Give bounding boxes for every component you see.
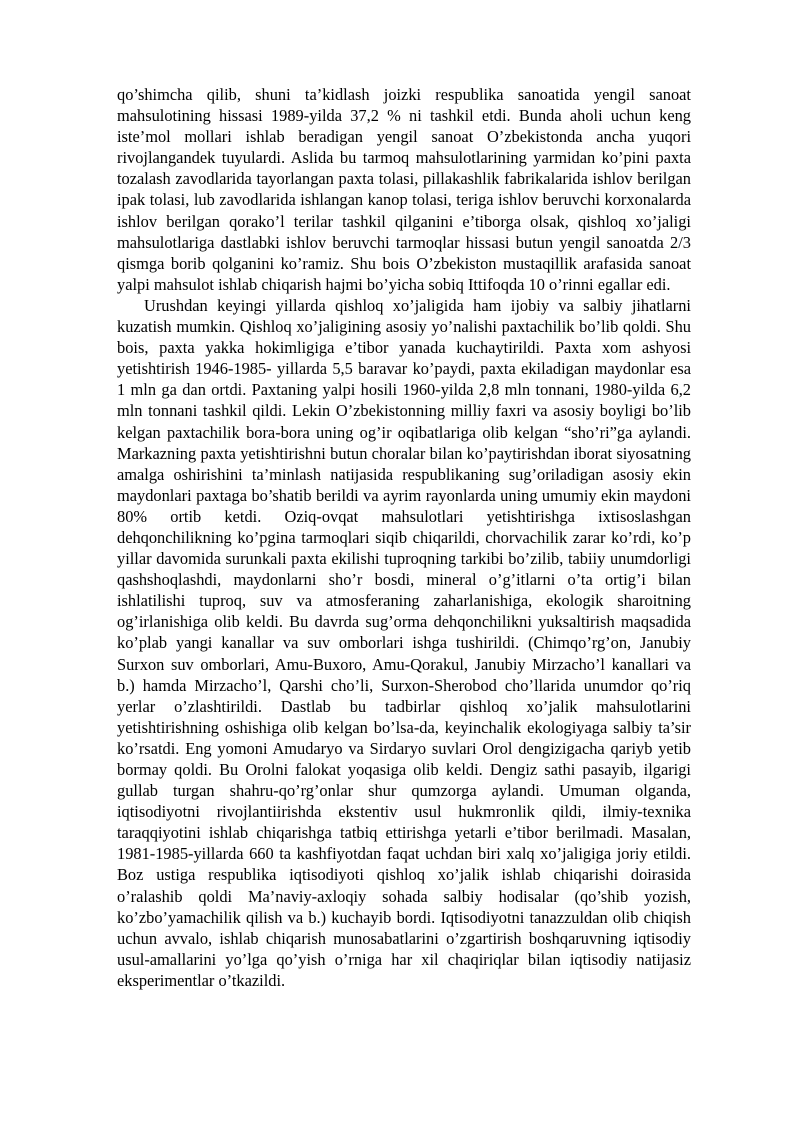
document-page <box>117 84 691 991</box>
paragraph-post-war-agriculture: Urushdan keyingi yillarda qishloq xo’jaligida ham ijobiy va salbiy jihatlarni kuzatish mumkin. Qishloq xo’jaligining asosiy yo’nalishi paxtachilik bo’lib qoldi. Shu bois, paxta yakka hokimligiga e’tibor yanada kuchaytirildi. Paxta xom ashyosi yetishtirish 1946-1985- yillarda 5,5 baravar ko’paydi, paxta ekiladigan maydonlar esa 1 mln ga dan ortdi. Paxtaning yalpi hosili 1960-yilda 2,8 mln tonnani, 1980-yilda 6,2 mln tonnani tashkil qildi. Lekin O’zbekistonning milliy faxri va asosiy boyligi bo’lib kelgan paxtachilik bora-bora uning og’ir oqibatlariga olib kelgan “sho’ri”ga aylandi. Markazning paxta yetishtirishni butun choralar bilan ko’paytirishdan iborat siyosatning amalga oshirishini ta’minlash natijasida respublikaning sug’oriladigan asosiy ekin maydonlari paxtaga bo’shatib berildi va ayrim rayonlarda uning umumiy ekin maydoni 80% ortib ketdi. Oziq-ovqat mahsulotlari yetishtirishga ixtisoslashgan dehqonchilikning ko’pgina tarmoqlari siqib chiqarildi, chorvachilik zarar ko’rdi, ko’p yillar davomida surunkali paxta ekilishi tuproqning tarkibi bo’zilib, tabiiy unumdorligi qashshoqlashdi, maydonlarni sho’r bosdi, mineral o’g’itlarni o’ta ortig’i bilan ishlatilishi tuproq, suv va atmosferaning zaharlanishiga, ekologik sharoitning og’irlanishiga olib keldi. Bu davrda sug’orma dehqonchilikni yuksaltirish maqsadida ko’plab yangi kanallar va suv omborlari ishga tushirildi. (Chimqo’rg’on, Janubiy Surxon suv omborlari, Amu-Buxoro, Amu-Qorakul, Janubiy Mirzacho’l kanallari va b.) hamda Mirzacho’l, Qarshi cho’li, Surxon-Sherobod cho’llarida unumdor qo’riq yerlar o’zlashtirildi. Dastlab bu tadbirlar qishloq xo’jalik mahsulotlarini yetishtirishning oshishiga olib kelgan bo’lsa-da, keyinchalik ekologiyaga salbiy ta’sir ko’rsatdi. Eng yomoni Amudaryo va Sirdaryo suvlari Orol dengizigacha qariyb yetib bormay qoldi. Bu Orolni falokat yoqasiga olib keldi. Dengiz sathi pasayib, ilgarigi gullab turgan shahru-qo’rg’onlar shur qumzorga aylandi. Umuman olganda, iqtisodiyotni rivojlantiirishda ekstentiv usul hukmronlik qildi, ilmiy-texnika taraqqiyotini ishlab chiqarishga tatbiq ettirishga yetarli e’tibor berilmadi. Masalan, 1981-1985-yillarda 660 ta kashfiyotdan faqat uchdan biri xalq xo’jaligiga joriy etildi. Boz ustiga respublika iqtisodiyoti qishloq xo’jalik ishlab chiqarishi doirasida o’ralashib qoldi Ma’naviy-axloqiy sohada salbiy hodisalar (qo’shib yozish, ko’zbo’yamachilik qilish va b.) kuchayib bordi. Iqtisodiyotni tanazzuldan olib chiqish uchun avvalo, ishlab chiqarish munosabatlarini o’zgartirish boshqaruvning iqtisodiy usul-amallarini yo’lga qo’yish o’rniga har xil chaqiriqlar bilan iqtisodiy natijasiz eksperimentlar o’tkazildi. <box>117 295 691 990</box>
paragraph-continuation: qo’shimcha qilib, shuni ta’kidlash joizki respublika sanoatida yengil sanoat mahsulotining hissasi 1989-yilda 37,2 % ni tashkil etdi. Bunda aholi uchun keng iste’mol mollari ishlab beradigan yengil sanoat O’zbekistonda ancha yuqori rivojlangandek tuyulardi. Aslida bu tarmoq mahsulotlarining yarmidan ko’pini paxta tozalash zavodlarida tayorlangan paxta tolasi, pillakashlik fabrikalarida ishlov berilgan ipak tolasi, lub zavodlarida ishlangan kanop tolasi, teriga ishlov beruvchi korxonalarda ishlov berilgan qorako’l terilar tashkil qilganini e’tiborga olsak, qishloq xo’jaligi mahsulotlariga dastlabki ishlov beruvchi tarmoqlar hissasi butun yengil sanoatda 2/3 qismga borib qolganini ko’ramiz. Shu bois O’zbekiston mustaqillik arafasida sanoat yalpi mahsulot ishlab chiqarish hajmi bo’yicha sobiq Ittifoqda 10 o’rinni egallar edi. <box>117 85 691 294</box>
